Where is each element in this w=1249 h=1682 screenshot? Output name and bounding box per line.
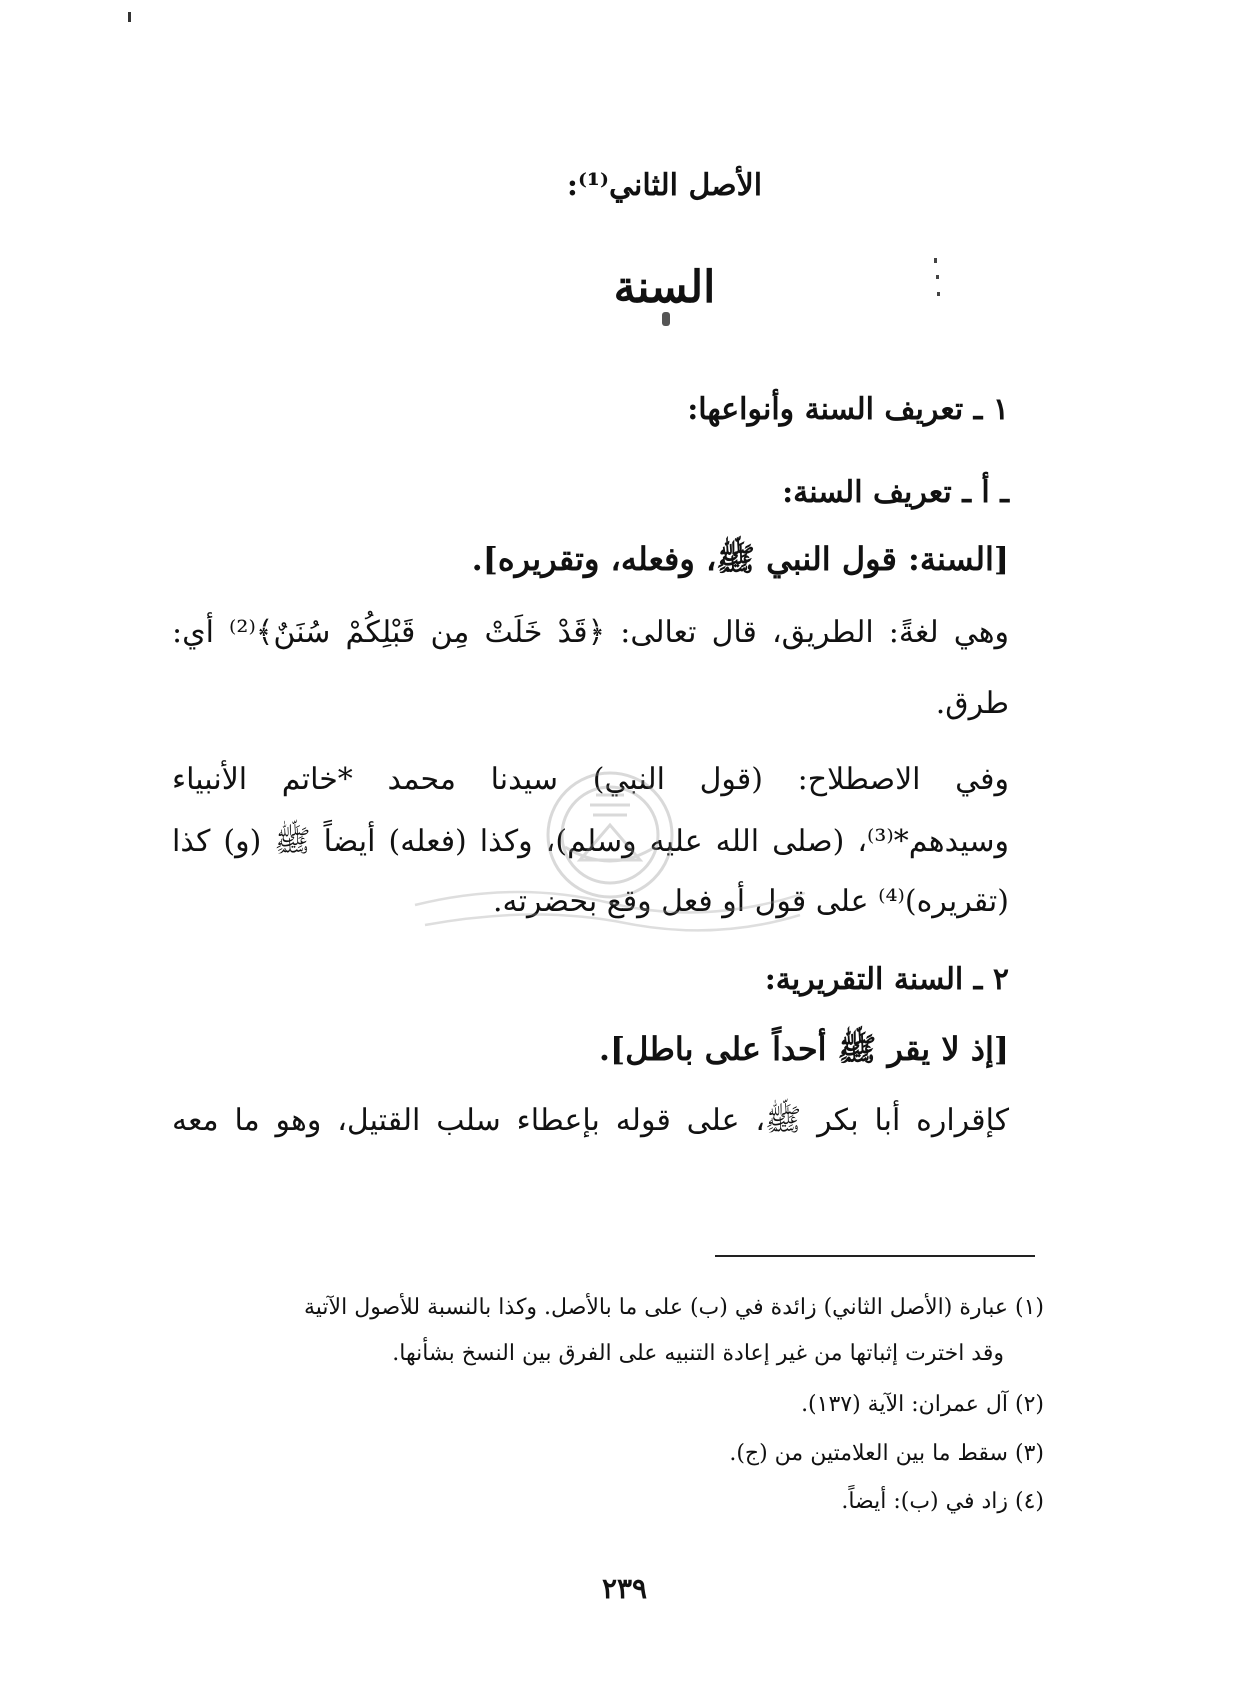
definition-sunnah: [السنة: قول النبي ﷺ، وفعله، وتقريره]. <box>471 540 1009 578</box>
chapter-title: السنة <box>613 262 716 313</box>
footnote-3: (٣) سقط ما بين العلامتين من (ج). <box>729 1441 1044 1466</box>
footnote-1: (١) عبارة (الأصل الثاني) زائدة في (ب) على ما بالأصل. وكذا بالنسبة للأصول الآتية <box>304 1295 1044 1320</box>
section-heading-1: ١ ـ تعريف السنة وأنواعها: <box>687 392 1009 427</box>
footnote-separator <box>715 1255 1035 1257</box>
scan-speck <box>662 312 670 326</box>
paragraph-line: وفي الاصطلاح: (قول النبي) سيدنا محمد *خاتم الأنبياء <box>172 762 1009 797</box>
library-watermark-logo <box>395 765 825 975</box>
footnote-4: (٤) زاد في (ب): أيضاً. <box>841 1489 1044 1514</box>
paragraph-line: (تقريره)⁽⁴⁾ على قول أو فعل وقع بحضرته. <box>493 884 1009 919</box>
paragraph-line: وهي لغةً: الطريق، قال تعالى: ﴿قَدْ خَلَتْ مِن قَبْلِكُمْ سُنَنٌ﴾⁽²⁾ أي: <box>172 615 1010 650</box>
footnote-2: (٢) آل عمران: الآية (١٣٧). <box>801 1392 1044 1417</box>
paragraph-line: كإقراره أبا بكر ﷺ، على قوله بإعطاء سلب القتيل، وهو ما معه <box>172 1103 1009 1138</box>
paragraph-line: وسيدهم*⁽³⁾، (صلى الله عليه وسلم)، وكذا (فعله) أيضاً ﷺ (و) كذا <box>172 824 1009 859</box>
scan-speck <box>128 12 131 22</box>
page-number: ٢٣٩ <box>601 1572 648 1605</box>
paragraph-line: طرق. <box>935 686 1009 721</box>
footnote-1-continuation: وقد اخترت إثباتها من غير إعادة التنبيه على الفرق بين النسخ بشأنها. <box>392 1341 1004 1366</box>
subsection-heading-1a: ـ أ ـ تعريف السنة: <box>782 475 1009 510</box>
section-heading-2: ٢ ـ السنة التقريرية: <box>764 962 1009 997</box>
chapter-subtitle: الأصل الثاني⁽¹⁾: <box>566 168 763 203</box>
definition-taqrir: [إذ لا يقر ﷺ أحداً على باطل]. <box>598 1030 1009 1068</box>
